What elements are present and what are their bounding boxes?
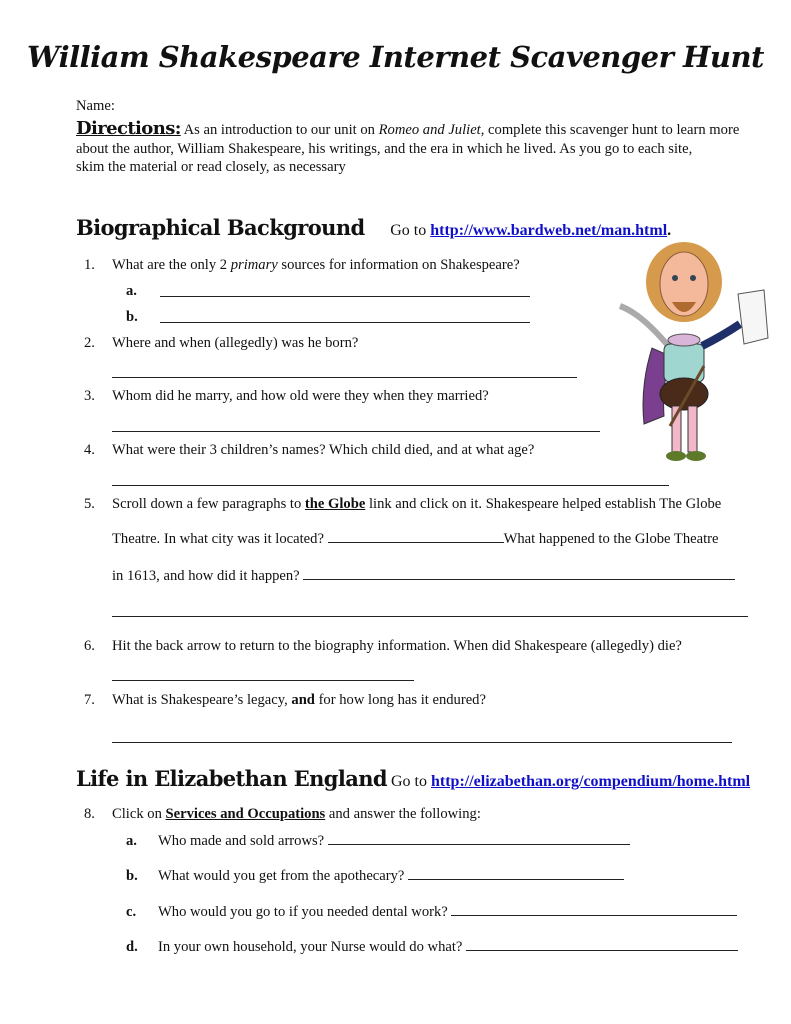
bardweb-link[interactable]: http://www.bardweb.net/man.html [430,222,668,239]
q6-number: 6. [84,638,95,654]
directions-line-1 [76,120,739,139]
q8c-text: Who would you go to if you needed dental work? [158,904,452,920]
q8b-item [158,867,624,885]
section-elizabethan [76,767,750,794]
q5-how-question: in 1613, and how did it happen? [112,568,304,584]
q8d-item [158,938,738,956]
play-title: Romeo and Juliet [378,122,481,138]
q1a-answer-line[interactable] [160,296,530,297]
elizabethan-link[interactable]: http://elizabethan.org/compendium/home.html [431,773,751,790]
section-heading: Life in Elizabethan England [76,766,387,791]
q5-happen-question: What happened to the Globe Theatre [503,531,719,547]
q8c-item [158,903,737,921]
q7-pre: What is Shakespeare’s legacy, [112,692,292,708]
q1-number: 1. [84,257,95,273]
q8a-text: Who made and sold arrows? [158,833,328,849]
q8b-answer-line[interactable] [408,867,624,880]
q5-pre: Scroll down a few paragraphs to [112,496,305,512]
q3-number: 3. [84,388,95,404]
q4-number: 4. [84,442,95,458]
page-title: William Shakespeare Internet Scavenger Hunt [27,40,764,74]
q8d-text: In your own household, your Nurse would do what? [158,939,467,955]
q6-text: Hit the back arrow to return to the biography information. When did Shakespeare (allegedly) die? [112,638,682,654]
q8c-answer-line[interactable] [451,903,737,916]
q8a-item [158,832,630,850]
q8c-letter: c. [126,904,137,920]
q5-number: 5. [84,496,95,512]
q7-strong: and [291,692,315,708]
q8-post: and answer the following: [325,806,481,822]
q2-number: 2. [84,335,95,351]
q7-number: 7. [84,692,95,708]
globe-link-text: the Globe [304,496,366,512]
name-label: Name: [76,98,115,114]
q5-answer-line[interactable] [112,616,748,617]
shakespeare-illustration [612,236,772,468]
q1a-letter: a. [126,283,137,299]
q8d-answer-line[interactable] [466,938,738,951]
q7-answer-line[interactable] [112,742,732,743]
q7-post: for how long has it endured? [314,692,486,708]
directions-text: As an introduction to our unit on [180,122,379,138]
services-link-text: Services and Occupations [165,806,326,822]
q5-city-answer-line[interactable] [328,530,504,543]
q8a-answer-line[interactable] [328,832,630,845]
q1b-letter: b. [126,309,138,325]
q5-line-2 [112,530,718,548]
q3-answer-line[interactable] [112,431,600,432]
goto-text: Go to [387,773,431,790]
q5-how-answer-line[interactable] [303,567,735,580]
directions-label: Directions: [76,118,181,139]
q6-answer-line[interactable] [112,680,414,681]
q8-pre: Click on [112,806,166,822]
q2-answer-line[interactable] [112,377,577,378]
q8b-letter: b. [126,868,138,884]
q8-text [112,805,481,823]
q5-line-3 [112,567,735,585]
q4-answer-line[interactable] [112,485,669,486]
q2-text: Where and when (allegedly) was he born? [112,335,359,351]
q8a-letter: a. [126,833,137,849]
directions-text: , complete this scavenger hunt to learn more [480,122,740,138]
q5-post: link and click on it. Shakespeare helped establish The Globe [365,496,722,512]
q1-em: primary [230,257,278,273]
q5-city-question: Theatre. In what city was it located? [112,531,328,547]
q8d-letter: d. [126,939,138,955]
period: . [667,222,672,239]
section-biographical [76,216,671,243]
goto-text: Go to [390,222,431,239]
q1-text [112,256,520,274]
q7-text [112,691,486,709]
q5-text [112,495,721,513]
q1-pre: What are the only 2 [112,257,231,273]
q4-text: What were their 3 children’s names? Which child died, and at what age? [112,442,535,458]
directions-line-3: skim the material or read closely, as necessary [76,159,346,175]
q1-post: sources for information on Shakespeare? [277,257,520,273]
directions-line-2: about the author, William Shakespeare, his writings, and the era in which he lived. As you go to each site, [76,141,693,157]
q3-text: Whom did he marry, and how old were they when they married? [112,388,489,404]
q1b-answer-line[interactable] [160,322,530,323]
section-heading: Biographical Background [76,215,365,240]
q8b-text: What would you get from the apothecary? [158,868,409,884]
q8-number: 8. [84,806,95,822]
